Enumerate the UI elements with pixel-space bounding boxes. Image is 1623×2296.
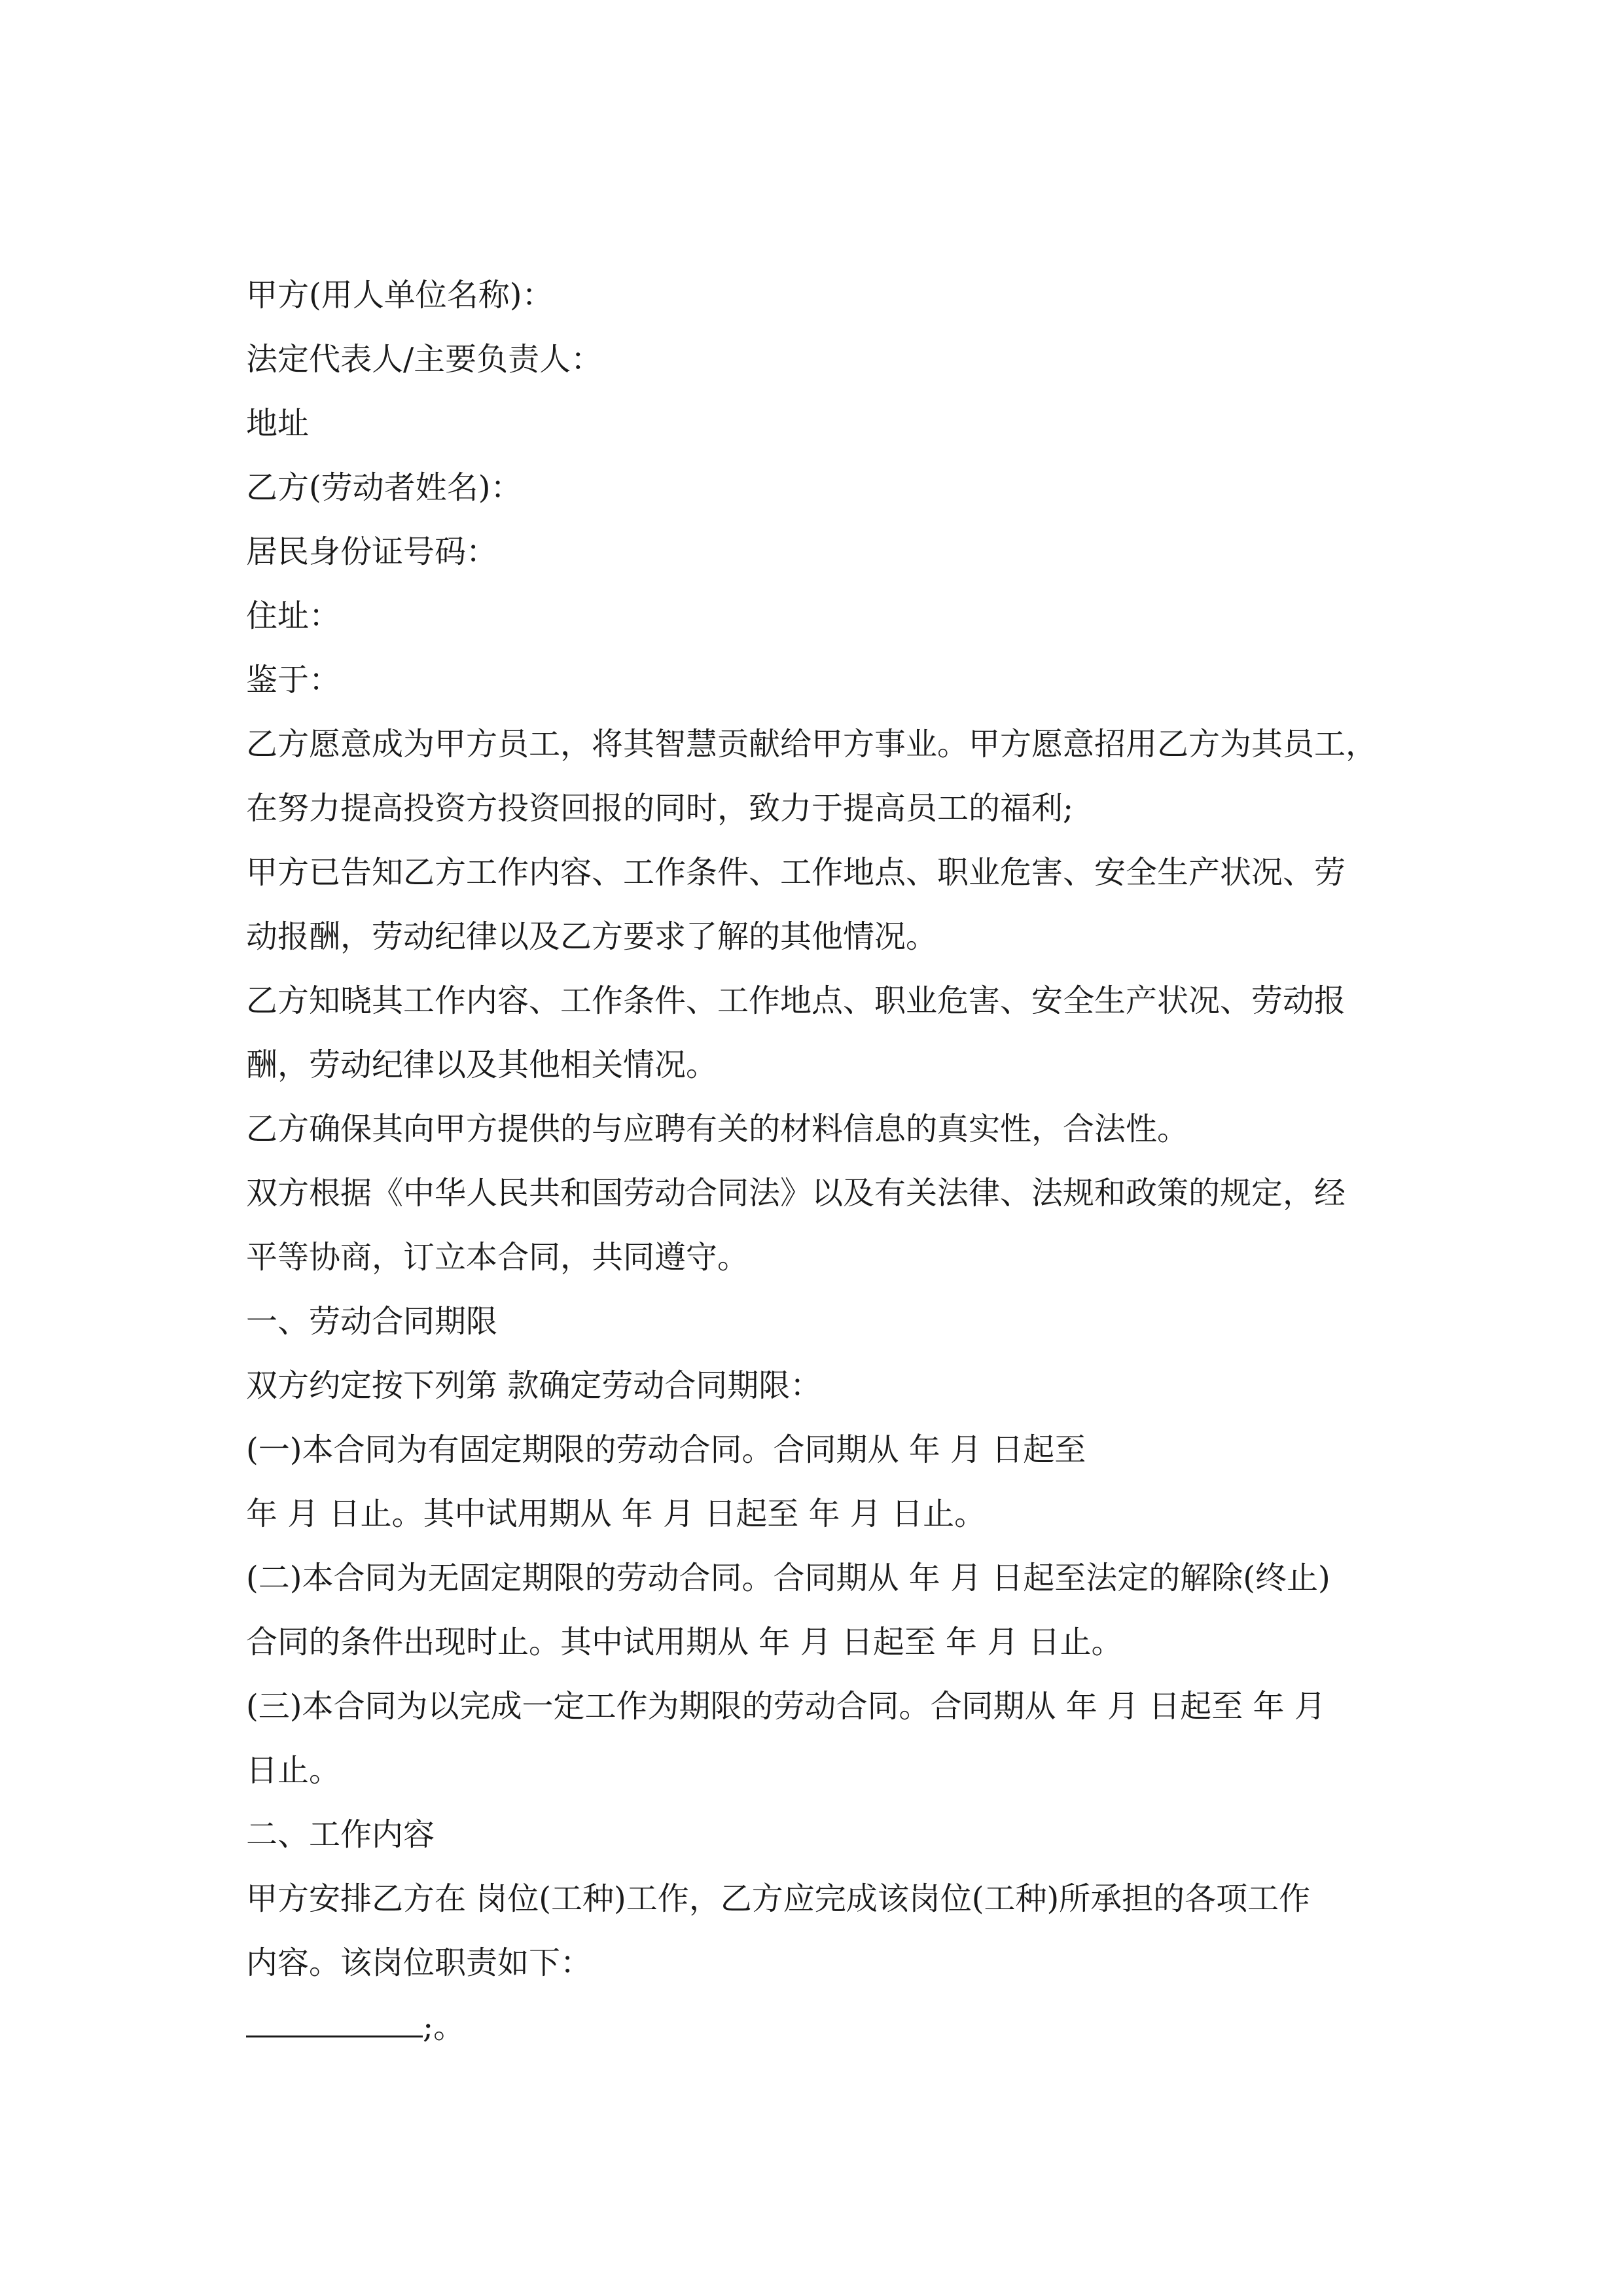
party-a-address-line: 地址 [246, 405, 310, 442]
duties-fill-line [246, 1995, 1382, 2059]
paragraph-line: 平等协商，订立本合同，共同遵守。 [246, 1239, 749, 1276]
paragraph-line: 甲方安排乙方在 岗位(工种)工作，乙方应完成该岗位(工种)所承担的各项工作 [246, 1880, 1311, 1917]
paragraph-line: 酬，劳动纪律以及其他相关情况。 [246, 1047, 718, 1083]
section-heading-term: 一、劳动合同期限 [246, 1303, 498, 1340]
paragraph-line: 乙方愿意成为甲方员工，将其智慧贡献给甲方事业。甲方愿意招用乙方为其员工， [246, 726, 1378, 762]
legal-representative-line: 法定代表人/主要负责人： [246, 341, 603, 378]
paragraph-line: 在努力提高投资方投资回报的同时，致力于提高员工的福利; [246, 790, 1074, 827]
party-a-name-line: 甲方(用人单位名称)： [246, 277, 554, 314]
paragraph-line: 双方根据《中华人民共和国劳动合同法》以及有关法律、法规和政策的规定，经 [246, 1175, 1346, 1211]
paragraph-line: 乙方知晓其工作内容、工作条件、工作地点、职业危害、安全生产状况、劳动报 [246, 982, 1346, 1019]
clause-line: 合同的条件出现时止。其中试用期从 年 月 日起至 年 月 日止。 [246, 1624, 1123, 1660]
id-number-line: 居民身份证号码： [246, 533, 498, 570]
clause-line: 日止。 [246, 1752, 341, 1789]
paragraph-line: 乙方确保其向甲方提供的与应聘有关的材料信息的真实性，合法性。 [246, 1111, 1189, 1147]
clause-line: (二)本合同为无固定期限的劳动合同。合同期从 年 月 日起至法定的解除(终止) [246, 1560, 1330, 1596]
clause-line: (一)本合同为有固定期限的劳动合同。合同期从 年 月 日起至 [246, 1431, 1086, 1468]
contract-body [246, 263, 1382, 2059]
paragraph-line: 双方约定按下列第 款确定劳动合同期限： [246, 1367, 822, 1404]
paragraph-line: 动报酬，劳动纪律以及乙方要求了解的其他情况。 [246, 918, 938, 955]
party-b-address-line: 住址： [246, 598, 341, 634]
whereas-heading: 鉴于： [246, 662, 341, 698]
paragraph-line: 甲方已告知乙方工作内容、工作条件、工作地点、职业危害、安全生产状况、劳 [246, 854, 1346, 891]
paragraph-line: 内容。该岗位职责如下： [246, 1945, 592, 1981]
clause-line: 年 月 日止。其中试用期从 年 月 日起至 年 月 日止。 [246, 1496, 986, 1532]
clause-line: (三)本合同为以完成一定工作为期限的劳动合同。合同期从 年 月 日起至 年 月 [246, 1688, 1326, 1725]
section-heading-work-content: 二、工作内容 [246, 1816, 435, 1853]
fill-in-blank [246, 2001, 423, 2037]
party-b-name-line: 乙方(劳动者姓名)： [246, 469, 522, 506]
blank-suffix: ;。 [423, 2009, 465, 2045]
